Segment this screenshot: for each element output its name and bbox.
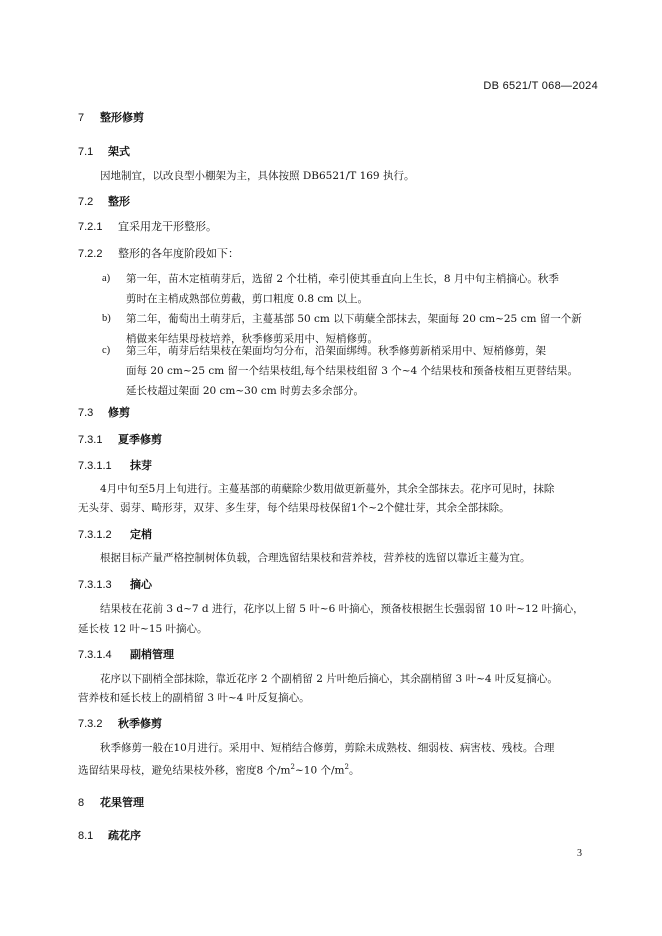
- paragraph-line: 秋季修剪一般在10月进行。采用中、短梢结合修剪，剪除未成熟枝、细弱枝、病害枝、残枝。合理: [100, 742, 555, 754]
- section-7-heading: [78, 109, 144, 125]
- text-run: 。: [348, 764, 360, 777]
- section-7-3-heading: [78, 404, 130, 420]
- section-number: 8: [78, 797, 85, 809]
- section-number: 7.3.1.3: [78, 579, 112, 591]
- section-7-1-heading: [78, 143, 130, 159]
- section-title: 定梢: [130, 528, 152, 541]
- superscript: 2: [344, 763, 349, 771]
- section-7-2-1: [78, 218, 217, 234]
- section-number: 8.1: [78, 830, 94, 842]
- section-title: 修剪: [108, 406, 130, 419]
- section-title: 秋季修剪: [118, 717, 162, 730]
- superscript: 2: [290, 763, 295, 771]
- paragraph-line: 花序以下副梢全部抹除，靠近花序 2 个副梢留 2 片叶绝后摘心，其余副梢留 3 叶~4 叶反复摘心。: [100, 673, 558, 685]
- page-number: 3: [577, 848, 582, 859]
- section-7-3-1-1-heading: [78, 457, 152, 473]
- paragraph-line: 无头芽、弱芽、畸形芽，双芽、多生芽，每个结果母枝保留1个~2个健壮芽，其余全部抹除。: [78, 502, 510, 514]
- section-title: 副梢管理: [130, 648, 174, 661]
- section-title: 架式: [108, 145, 130, 158]
- section-number: 7.2: [78, 196, 94, 208]
- section-number: 7.3.1.2: [78, 529, 112, 541]
- section-number: 7: [78, 112, 85, 124]
- section-number: 7.2.2: [78, 248, 103, 260]
- list-item-line: 面每 20 cm~25 cm 留一个结果枝组,每个结果枝组留 3 个~4 个结果枝和预备枝相互更替结果。: [126, 365, 579, 377]
- list-marker: b): [102, 313, 111, 324]
- section-8-heading: [78, 794, 144, 810]
- section-7-3-1-4-heading: [78, 646, 174, 662]
- section-number: 7.3.1: [78, 434, 103, 446]
- section-7-1-body: 因地制宜，以改良型小棚架为主，具体按照 DB6521/T 169 执行。: [100, 170, 415, 182]
- paragraph-line: 根据目标产量严格控制树体负载，合理选留结果枝和营养枝，营养枝的选留以靠近主蔓为宜。: [100, 552, 531, 564]
- list-item-line: 第三年，萌芽后结果枝在架面均匀分布，沿架面绑缚。秋季修剪新梢采用中、短梢修剪，架: [126, 345, 546, 357]
- section-text: 整形的各年度阶段如下：: [118, 247, 239, 260]
- section-number: 7.1: [78, 146, 94, 158]
- section-text: 宜采用龙干形整形。: [118, 220, 217, 233]
- section-title: 摘心: [130, 578, 152, 591]
- section-title: 花果管理: [100, 796, 144, 809]
- standard-code: DB 6521/T 068—2024: [483, 80, 598, 92]
- section-number: 7.3: [78, 407, 94, 419]
- paragraph-line: 延长枝 12 叶~15 叶摘心。: [78, 623, 208, 635]
- paragraph-line: 结果枝在花前 3 d~7 d 进行，花序以上留 5 叶~6 叶摘心，预备枝根据生长强弱留 10 叶~12 叶摘心，: [100, 603, 584, 615]
- list-marker: c): [102, 345, 111, 356]
- section-title: 疏花序: [108, 829, 141, 842]
- section-7-3-1-3-heading: [78, 576, 152, 592]
- list-item-line: 第一年，苗木定植萌芽后，选留 2 个壮梢，牵引使其垂直向上生长，8 月中旬主梢摘心。秋季: [126, 273, 559, 285]
- section-number: 7.3.2: [78, 718, 103, 730]
- list-marker: a): [102, 273, 111, 284]
- paragraph-line: 4月中旬至5月上旬进行。主蔓基部的萌蘖除少数用做更新蔓外，其余全部抹去。花序可见时，抹除: [100, 483, 555, 495]
- section-7-3-2-heading: [78, 715, 162, 731]
- section-number: 7.3.1.4: [78, 649, 112, 661]
- list-item-line: 剪时在主梢成熟部位剪截，剪口粗度 0.8 cm 以上。: [126, 293, 369, 305]
- section-7-3-1-2-heading: [78, 526, 152, 542]
- section-7-3-1-heading: [78, 431, 162, 447]
- paragraph-line: [78, 757, 598, 781]
- list-item-line: 第二年，葡萄出土萌芽后，主蔓基部 50 cm 以下萌蘖全部抹去，架面每 20 cm~25 cm 留一个新: [126, 313, 582, 325]
- section-8-1-heading: [78, 827, 141, 843]
- section-7-2-heading: [78, 193, 130, 209]
- text-run: ~10 个/m: [294, 764, 345, 777]
- section-title: 整形修剪: [100, 111, 144, 124]
- section-number: 7.3.1.1: [78, 460, 112, 472]
- section-7-2-2: [78, 245, 239, 261]
- section-title: 整形: [108, 195, 130, 208]
- section-number: 7.2.1: [78, 221, 103, 233]
- text-run: 选留结果母枝，避免结果枝外移，密度8 个/m: [78, 764, 291, 777]
- paragraph-line: 营养枝和延长枝上的副梢留 3 叶~4 叶反复摘心。: [78, 692, 310, 704]
- list-item-line: 延长枝超过架面 20 cm~30 cm 时剪去多余部分。: [126, 385, 365, 397]
- section-title: 抹芽: [130, 459, 152, 472]
- section-title: 夏季修剪: [118, 433, 162, 446]
- list-item-line: 梢做来年结果母枝培养，秋季修剪采用中、短梢修剪。: [126, 333, 378, 345]
